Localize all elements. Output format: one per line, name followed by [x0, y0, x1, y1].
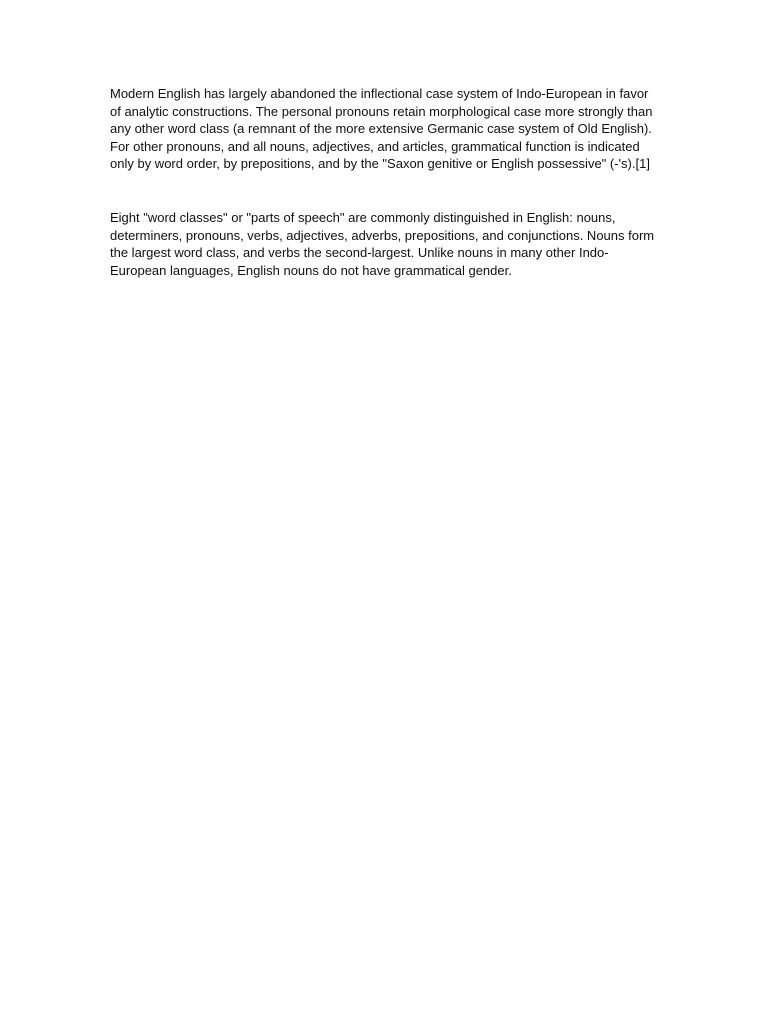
paragraph-case-system: Modern English has largely abandoned the inflectional case system of Indo-European in favor of analytic constructions. The personal pronouns retain morphological case more strongly than any other word class (a remnant of the more extensive Germanic case system of Old English). For other pronouns, and all nouns, adjectives, and articles, grammatical function is indicated only by word order, by prepositions, and by the "Saxon genitive or English possessive" (-'s).[1] [110, 86, 653, 172]
paragraph-word-classes: Eight "word classes" or "parts of speech" are commonly distinguished in English: nouns, determiners, pronouns, verbs, adjectives, adverbs, prepositions, and conjunctions. Nouns form the largest word class, and verbs the second-largest. Unlike nouns in many other Indo-European languages, English nouns do not have grammatical gender. [110, 209, 655, 278]
document-body [110, 85, 662, 279]
